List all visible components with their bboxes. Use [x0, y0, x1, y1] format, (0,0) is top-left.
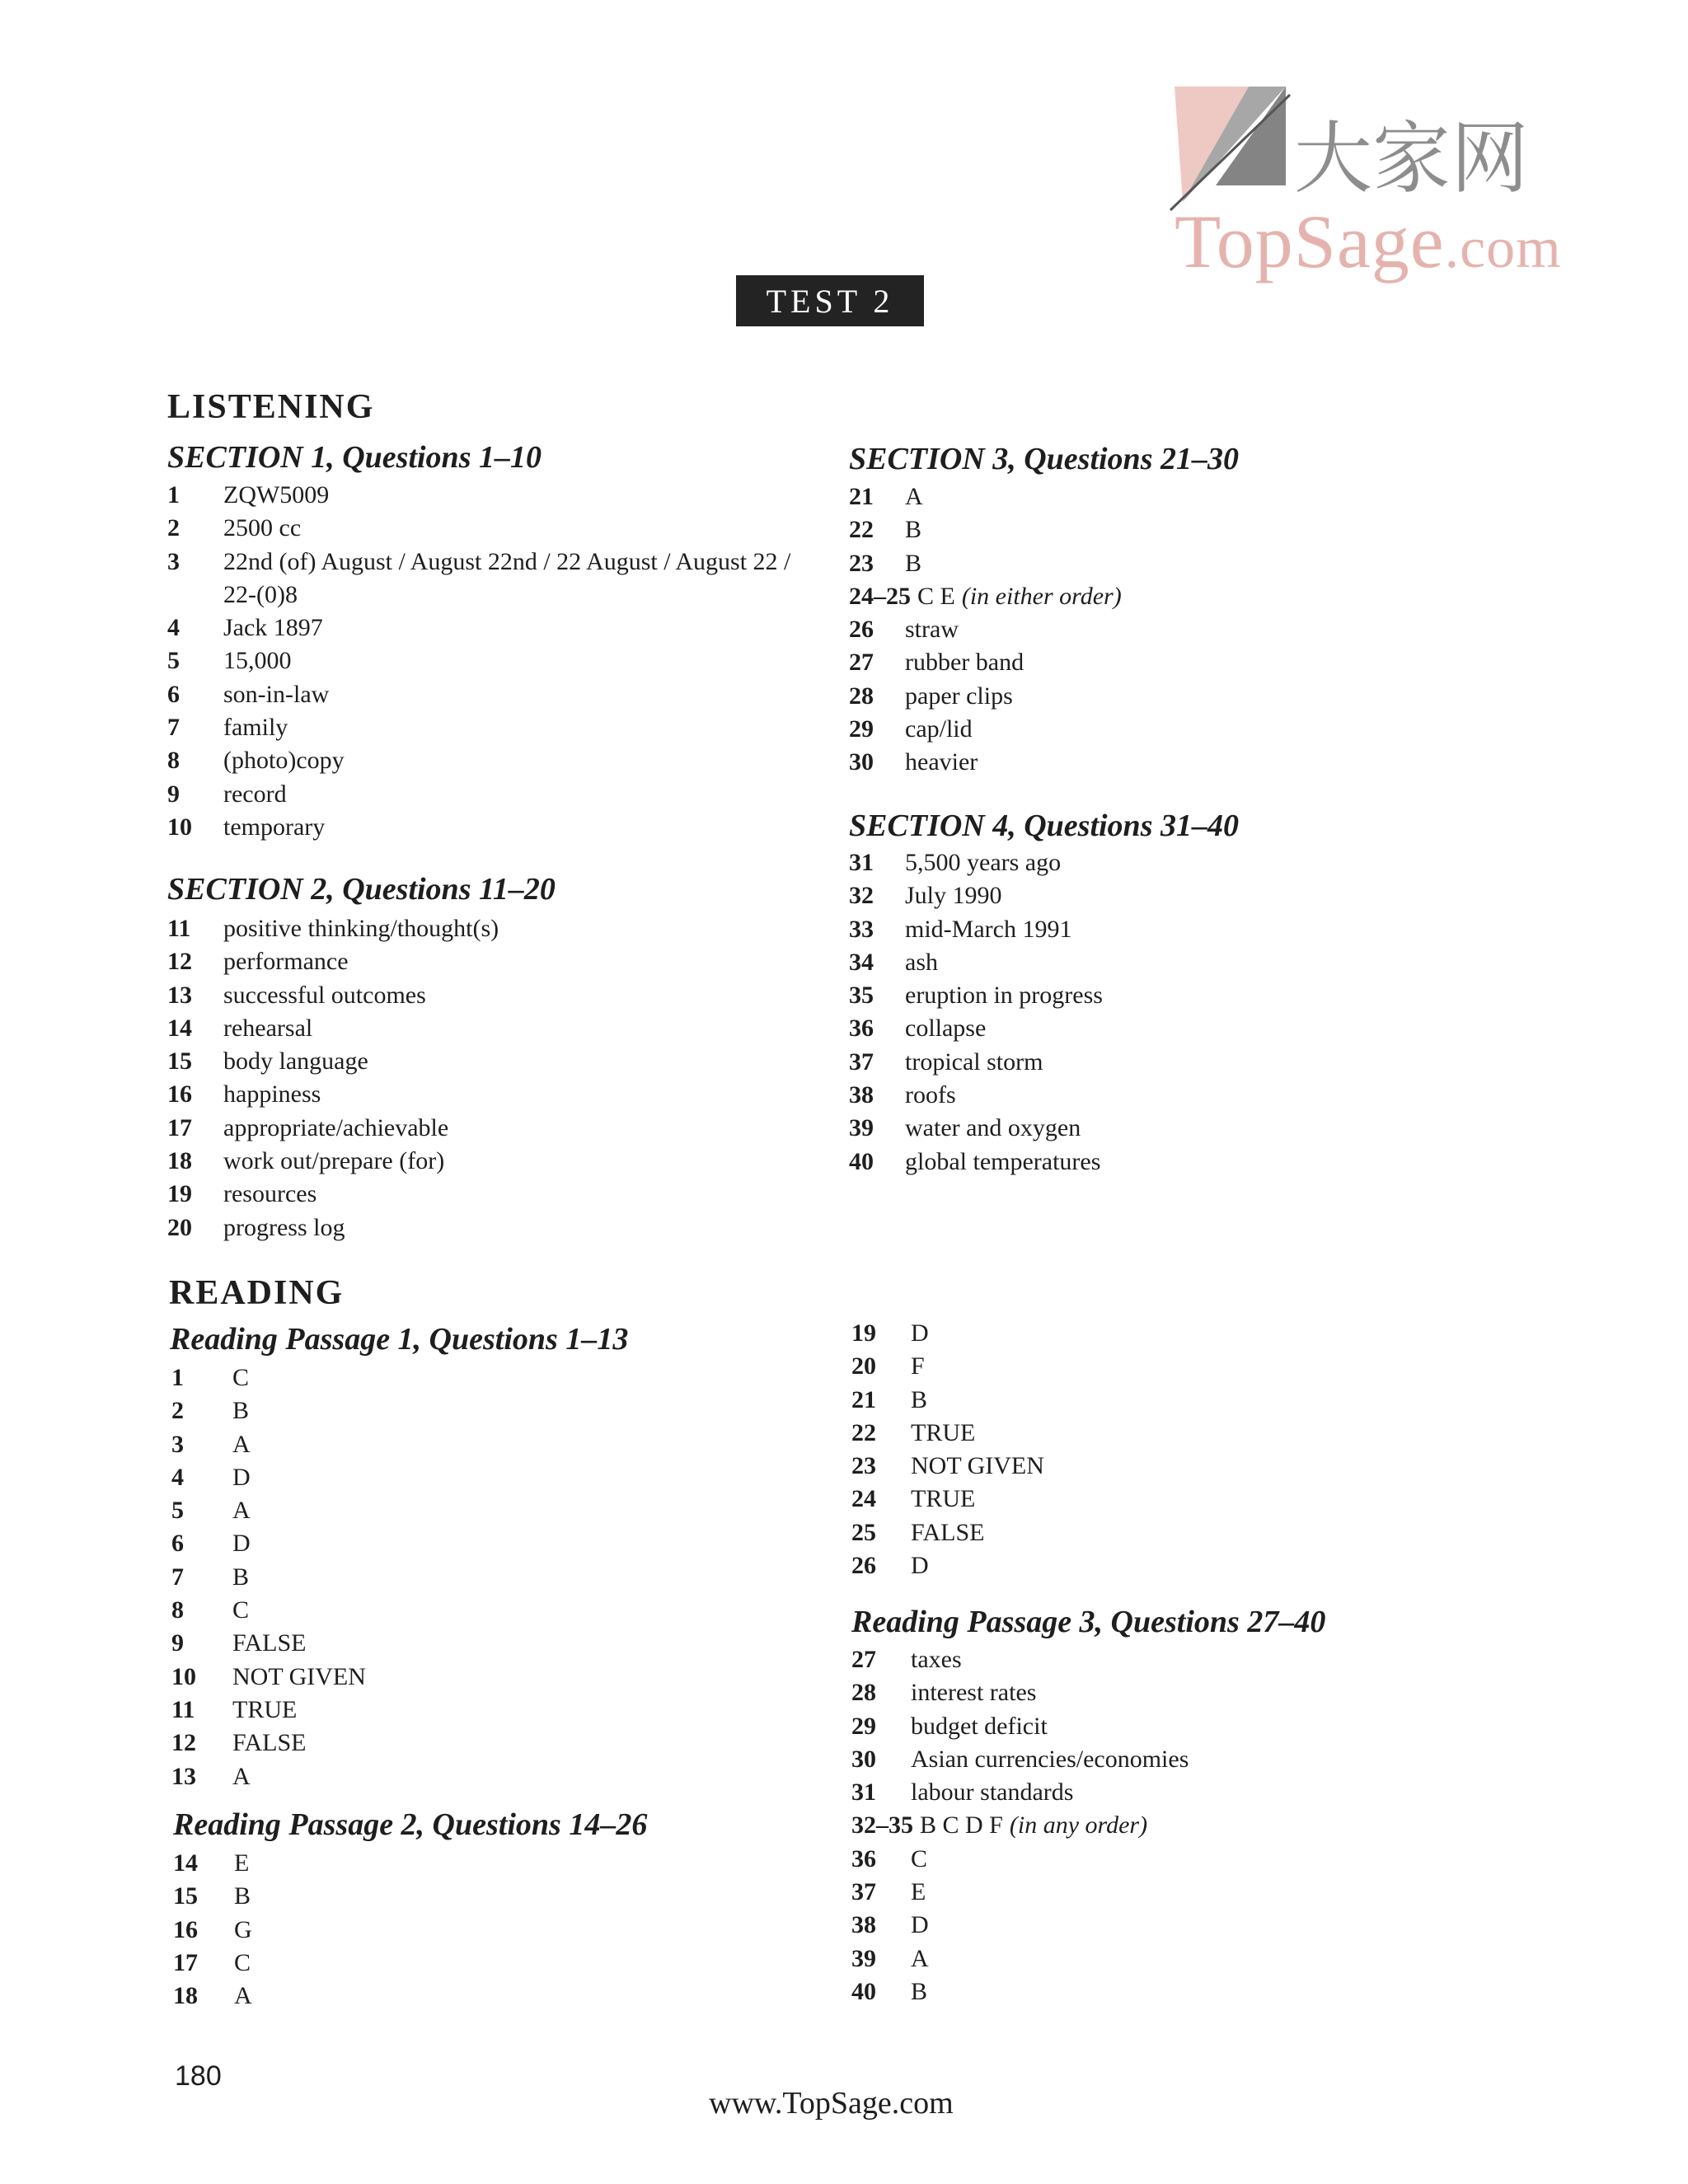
question-number: 10 — [171, 1662, 196, 1690]
answer-row — [167, 915, 499, 948]
question-number: 19 — [851, 1319, 876, 1347]
answer-text: B — [905, 516, 922, 544]
answer-text: 5,500 years ago — [905, 849, 1062, 876]
answer-text: Jack 1897 — [223, 614, 323, 642]
question-number: 15 — [167, 1047, 192, 1076]
answer-text: C E — [917, 582, 955, 610]
answer-text: C — [911, 1844, 928, 1872]
answer-row — [849, 748, 1122, 781]
answer-text: July 1990 — [905, 882, 1002, 910]
answer-text: labour standards — [911, 1779, 1074, 1807]
answer-row — [851, 1845, 1189, 1878]
answer-text: global temperatures — [905, 1147, 1101, 1175]
question-number: 26 — [849, 616, 874, 644]
answer-text: B — [232, 1397, 250, 1425]
question-number: 7 — [167, 714, 180, 742]
question-number: 11 — [171, 1695, 195, 1723]
question-number: 29 — [849, 715, 874, 743]
answer-text: A — [232, 1762, 251, 1790]
answer-row — [849, 550, 1122, 583]
answer-text: D — [232, 1530, 251, 1558]
question-number: 26 — [851, 1552, 876, 1580]
question-number: 22 — [849, 516, 874, 544]
question-number: 17 — [173, 1948, 198, 1976]
question-number: 28 — [851, 1679, 876, 1707]
answer-text: NOT GIVEN — [911, 1452, 1044, 1480]
answer-row — [167, 581, 790, 614]
answer-row — [849, 715, 1122, 748]
answer-row — [851, 1779, 1189, 1811]
question-number: 37 — [851, 1878, 876, 1906]
question-number: 5 — [171, 1497, 184, 1525]
answer-text: rehearsal — [223, 1014, 313, 1042]
question-number: 17 — [167, 1113, 192, 1141]
answer-text: G — [234, 1915, 252, 1943]
answer-row — [167, 1015, 499, 1047]
answer-row — [849, 1081, 1103, 1114]
answer-text: B — [911, 1977, 928, 2005]
answer-row — [849, 1048, 1103, 1081]
reading-passage3-title: Reading Passage 3, Questions 27–40 — [851, 1605, 1326, 1639]
listening-section1-title: SECTION 1, Questions 1–10 — [167, 440, 542, 475]
answer-text: A — [234, 1982, 252, 2010]
answer-row — [173, 1982, 252, 2015]
question-number: 24 — [851, 1485, 876, 1513]
reading-passage2-title: Reading Passage 2, Questions 14–26 — [173, 1807, 648, 1842]
answer-text: NOT GIVEN — [232, 1662, 366, 1690]
question-number: 4 — [167, 614, 180, 642]
answer-row — [851, 1646, 1189, 1679]
question-number: 22 — [851, 1418, 876, 1446]
answer-row — [849, 982, 1103, 1015]
answer-text: FALSE — [232, 1729, 307, 1757]
watermark-text: TopSage.com — [1175, 199, 1562, 284]
question-number: 8 — [167, 747, 180, 775]
listening-section2-title: SECTION 2, Questions 11–20 — [167, 872, 556, 907]
question-number: 7 — [171, 1563, 184, 1591]
question-number: 31 — [851, 1779, 876, 1807]
answer-row — [173, 1849, 252, 1882]
answer-row — [167, 548, 790, 581]
answer-text: FALSE — [911, 1518, 985, 1546]
answer-row — [171, 1596, 366, 1629]
answer-row — [849, 1114, 1103, 1147]
answer-text: family — [223, 714, 288, 742]
answer-note: (in any order) — [1009, 1811, 1148, 1840]
answer-text: happiness — [223, 1080, 321, 1108]
test-title: TEST 2 — [736, 275, 924, 326]
question-number: 28 — [849, 682, 874, 710]
answer-row — [167, 1080, 499, 1113]
answer-text: D — [911, 1911, 929, 1939]
answer-row — [171, 1530, 366, 1563]
answer-text: A — [911, 1944, 929, 1972]
listening-section3-title: SECTION 3, Questions 21–30 — [849, 442, 1239, 476]
question-number: 4 — [171, 1463, 184, 1491]
listening-section4-title: SECTION 4, Questions 31–40 — [849, 808, 1239, 843]
answer-text: E — [234, 1849, 250, 1877]
question-number: 16 — [173, 1915, 198, 1943]
answer-text: budget deficit — [911, 1712, 1048, 1740]
answer-row — [171, 1464, 366, 1497]
question-number: 9 — [167, 780, 180, 808]
answer-text: TRUE — [911, 1418, 976, 1446]
question-number: 12 — [171, 1729, 196, 1757]
question-number: 37 — [849, 1047, 874, 1076]
question-number: 36 — [849, 1015, 874, 1043]
answer-row — [849, 1148, 1103, 1181]
question-number: 30 — [851, 1745, 876, 1773]
answer-text: F — [911, 1352, 925, 1380]
answer-row — [851, 1386, 1044, 1419]
answer-text: rubber band — [905, 649, 1025, 677]
question-number: 1 — [167, 481, 180, 509]
reading-passage1-title: Reading Passage 1, Questions 1–13 — [170, 1322, 629, 1357]
answer-row — [851, 1452, 1044, 1485]
answer-text: B C D F — [920, 1811, 1003, 1840]
answer-text: FALSE — [232, 1629, 307, 1657]
answer-row — [167, 1180, 499, 1213]
answer-text: A — [905, 483, 923, 510]
question-number: 2 — [171, 1397, 184, 1425]
question-number: 3 — [167, 547, 180, 575]
question-number: 3 — [171, 1430, 184, 1458]
answer-text: 22-(0)8 — [223, 580, 298, 608]
answer-row — [851, 1878, 1189, 1911]
answer-text: body language — [223, 1047, 368, 1076]
answer-row — [849, 682, 1122, 715]
listening-section4-list — [849, 849, 1103, 1181]
answer-text: (photo)copy — [223, 747, 345, 775]
answer-row — [171, 1629, 366, 1662]
question-number: 15 — [173, 1882, 198, 1910]
answer-row — [171, 1563, 366, 1596]
answer-text: eruption in progress — [905, 982, 1103, 1010]
answer-text: E — [911, 1878, 926, 1906]
answer-text: mid-March 1991 — [905, 915, 1072, 943]
answer-row — [851, 1352, 1044, 1385]
question-number: 13 — [171, 1762, 196, 1790]
answer-text: D — [232, 1463, 251, 1491]
answer-text: C — [232, 1596, 250, 1624]
question-number: 12 — [167, 948, 192, 976]
question-number: 23 — [849, 549, 874, 577]
question-number: 9 — [171, 1629, 184, 1657]
answer-text: B — [232, 1563, 250, 1591]
answer-text: B — [911, 1385, 928, 1413]
answer-text: D — [911, 1552, 929, 1580]
question-number: 21 — [849, 483, 874, 510]
answer-row — [851, 1811, 1189, 1844]
answer-row — [167, 813, 790, 846]
question-number: 10 — [167, 813, 192, 841]
listening-heading: LISTENING — [167, 388, 375, 426]
question-number: 20 — [167, 1213, 192, 1241]
question-number: 29 — [851, 1712, 876, 1740]
question-number: 39 — [849, 1114, 874, 1142]
answer-row — [851, 1945, 1189, 1978]
question-number: 32–35 — [851, 1811, 913, 1840]
question-number: 18 — [167, 1147, 192, 1175]
answer-row — [171, 1431, 366, 1464]
answer-row — [171, 1729, 366, 1762]
question-number: 13 — [167, 981, 192, 1009]
answer-text: roofs — [905, 1081, 956, 1109]
answer-text: 22nd (of) August / August 22nd / 22 August / August 22 / — [223, 547, 791, 575]
question-number: 8 — [171, 1596, 184, 1624]
question-number: 36 — [851, 1844, 876, 1872]
answer-row — [851, 1319, 1044, 1352]
answer-text: successful outcomes — [223, 981, 426, 1009]
question-number: 14 — [173, 1849, 198, 1877]
answer-text: taxes — [911, 1646, 962, 1673]
answer-text: work out/prepare (for) — [223, 1147, 445, 1175]
answer-row — [171, 1696, 366, 1729]
reading-heading: READING — [169, 1274, 345, 1312]
question-number: 40 — [851, 1977, 876, 2005]
answer-text: D — [911, 1319, 929, 1347]
answer-text: 2500 cc — [223, 514, 302, 542]
question-number: 27 — [849, 649, 874, 677]
answer-row — [851, 1978, 1189, 2011]
answer-row — [851, 1519, 1044, 1552]
answer-text: ash — [905, 948, 938, 976]
answer-text: paper clips — [905, 682, 1013, 710]
answer-row — [167, 948, 499, 981]
answer-text: positive thinking/thought(s) — [223, 915, 499, 942]
question-number: 2 — [167, 514, 180, 542]
question-number: 14 — [167, 1014, 192, 1042]
answer-row — [849, 949, 1103, 982]
answer-text: ZQW5009 — [223, 481, 330, 509]
answer-text: interest rates — [911, 1679, 1037, 1707]
question-number: 31 — [849, 849, 874, 876]
question-number: 40 — [849, 1147, 874, 1175]
answer-text: resources — [223, 1180, 317, 1208]
question-number: 38 — [851, 1911, 876, 1939]
question-number: 19 — [167, 1180, 192, 1208]
answer-row — [171, 1763, 366, 1796]
answer-row — [167, 1214, 499, 1247]
answer-text: C — [232, 1364, 250, 1391]
answer-row — [849, 849, 1103, 882]
answer-row — [851, 1746, 1189, 1779]
answer-row — [171, 1364, 366, 1397]
listening-section2-list — [167, 915, 499, 1247]
answer-text: C — [234, 1948, 251, 1976]
question-number: 27 — [851, 1646, 876, 1673]
answer-row — [167, 647, 790, 680]
question-number: 21 — [851, 1385, 876, 1413]
answer-text: progress log — [223, 1213, 345, 1241]
answer-text: cap/lid — [905, 715, 973, 743]
answer-row — [849, 583, 1122, 616]
question-number: 6 — [171, 1530, 184, 1558]
answer-text: water and oxygen — [905, 1114, 1081, 1142]
answer-row — [849, 649, 1122, 682]
answer-row — [167, 514, 790, 547]
answer-row — [167, 1114, 499, 1147]
answer-row — [171, 1397, 366, 1430]
answer-text: appropriate/achievable — [223, 1113, 449, 1141]
answer-row — [849, 916, 1103, 949]
question-number: 20 — [851, 1352, 876, 1380]
question-number: 5 — [167, 647, 180, 675]
answer-row — [851, 1485, 1044, 1518]
answer-text: collapse — [905, 1015, 987, 1043]
question-number: 33 — [849, 915, 874, 943]
reading-passage1-list — [171, 1364, 366, 1796]
answer-text: performance — [223, 948, 349, 976]
reading-passage2-list-b — [851, 1319, 1044, 1585]
question-number: 35 — [849, 982, 874, 1010]
answer-row — [849, 616, 1122, 649]
listening-section1-list — [167, 481, 790, 846]
question-number: 34 — [849, 948, 874, 976]
question-number: 30 — [849, 748, 874, 776]
answer-row — [167, 982, 499, 1015]
answer-row — [167, 681, 790, 714]
answer-text: straw — [905, 616, 959, 644]
answer-text: A — [232, 1497, 251, 1525]
question-number: 23 — [851, 1452, 876, 1480]
question-number: 24–25 — [849, 582, 911, 610]
answer-text: Asian currencies/economies — [911, 1745, 1189, 1773]
reading-passage3-list — [851, 1646, 1189, 2011]
answer-row — [851, 1552, 1044, 1585]
answer-row — [167, 714, 790, 747]
answer-row — [851, 1419, 1044, 1452]
answer-text: B — [234, 1882, 251, 1910]
question-number: 38 — [849, 1081, 874, 1109]
question-number: 1 — [171, 1364, 184, 1391]
answer-note: (in either order) — [961, 582, 1122, 610]
answer-row — [849, 882, 1103, 915]
answer-row — [173, 1882, 252, 1915]
answer-text: TRUE — [232, 1695, 298, 1723]
answer-row — [167, 614, 790, 647]
answer-row — [849, 516, 1122, 549]
watermark-cjk: 大家网 — [1294, 114, 1530, 204]
question-number: 6 — [167, 680, 180, 708]
answer-text: TRUE — [911, 1485, 976, 1513]
reading-passage2-list-a — [173, 1849, 252, 2015]
answer-row — [167, 1047, 499, 1080]
answer-row — [173, 1916, 252, 1949]
answer-text: temporary — [223, 813, 326, 841]
answer-row — [849, 1015, 1103, 1047]
answer-text: B — [905, 549, 922, 577]
answer-text: son-in-law — [223, 680, 330, 708]
question-number: 16 — [167, 1080, 192, 1108]
answer-text: record — [223, 780, 287, 808]
question-number: 25 — [851, 1518, 876, 1546]
answer-row — [851, 1679, 1189, 1712]
question-number: 32 — [849, 882, 874, 910]
answer-text: tropical storm — [905, 1047, 1043, 1076]
answer-row — [849, 483, 1122, 516]
answer-text: A — [232, 1430, 251, 1458]
answer-row — [167, 780, 790, 813]
answer-row — [851, 1713, 1189, 1746]
question-number: 11 — [167, 915, 191, 942]
answer-row — [851, 1911, 1189, 1944]
question-number: 39 — [851, 1944, 876, 1972]
answer-row — [171, 1663, 366, 1696]
answer-row — [171, 1497, 366, 1530]
footer-url: www.TopSage.com — [709, 2086, 954, 2121]
page-number: 180 — [175, 2060, 222, 2092]
answer-row — [167, 1147, 499, 1180]
answer-row — [167, 747, 790, 780]
answer-row — [167, 481, 790, 514]
answer-text: heavier — [905, 748, 978, 776]
answer-row — [173, 1949, 252, 1982]
listening-section3-list — [849, 483, 1122, 782]
answer-text: 15,000 — [223, 647, 292, 675]
question-number: 18 — [173, 1982, 198, 2010]
